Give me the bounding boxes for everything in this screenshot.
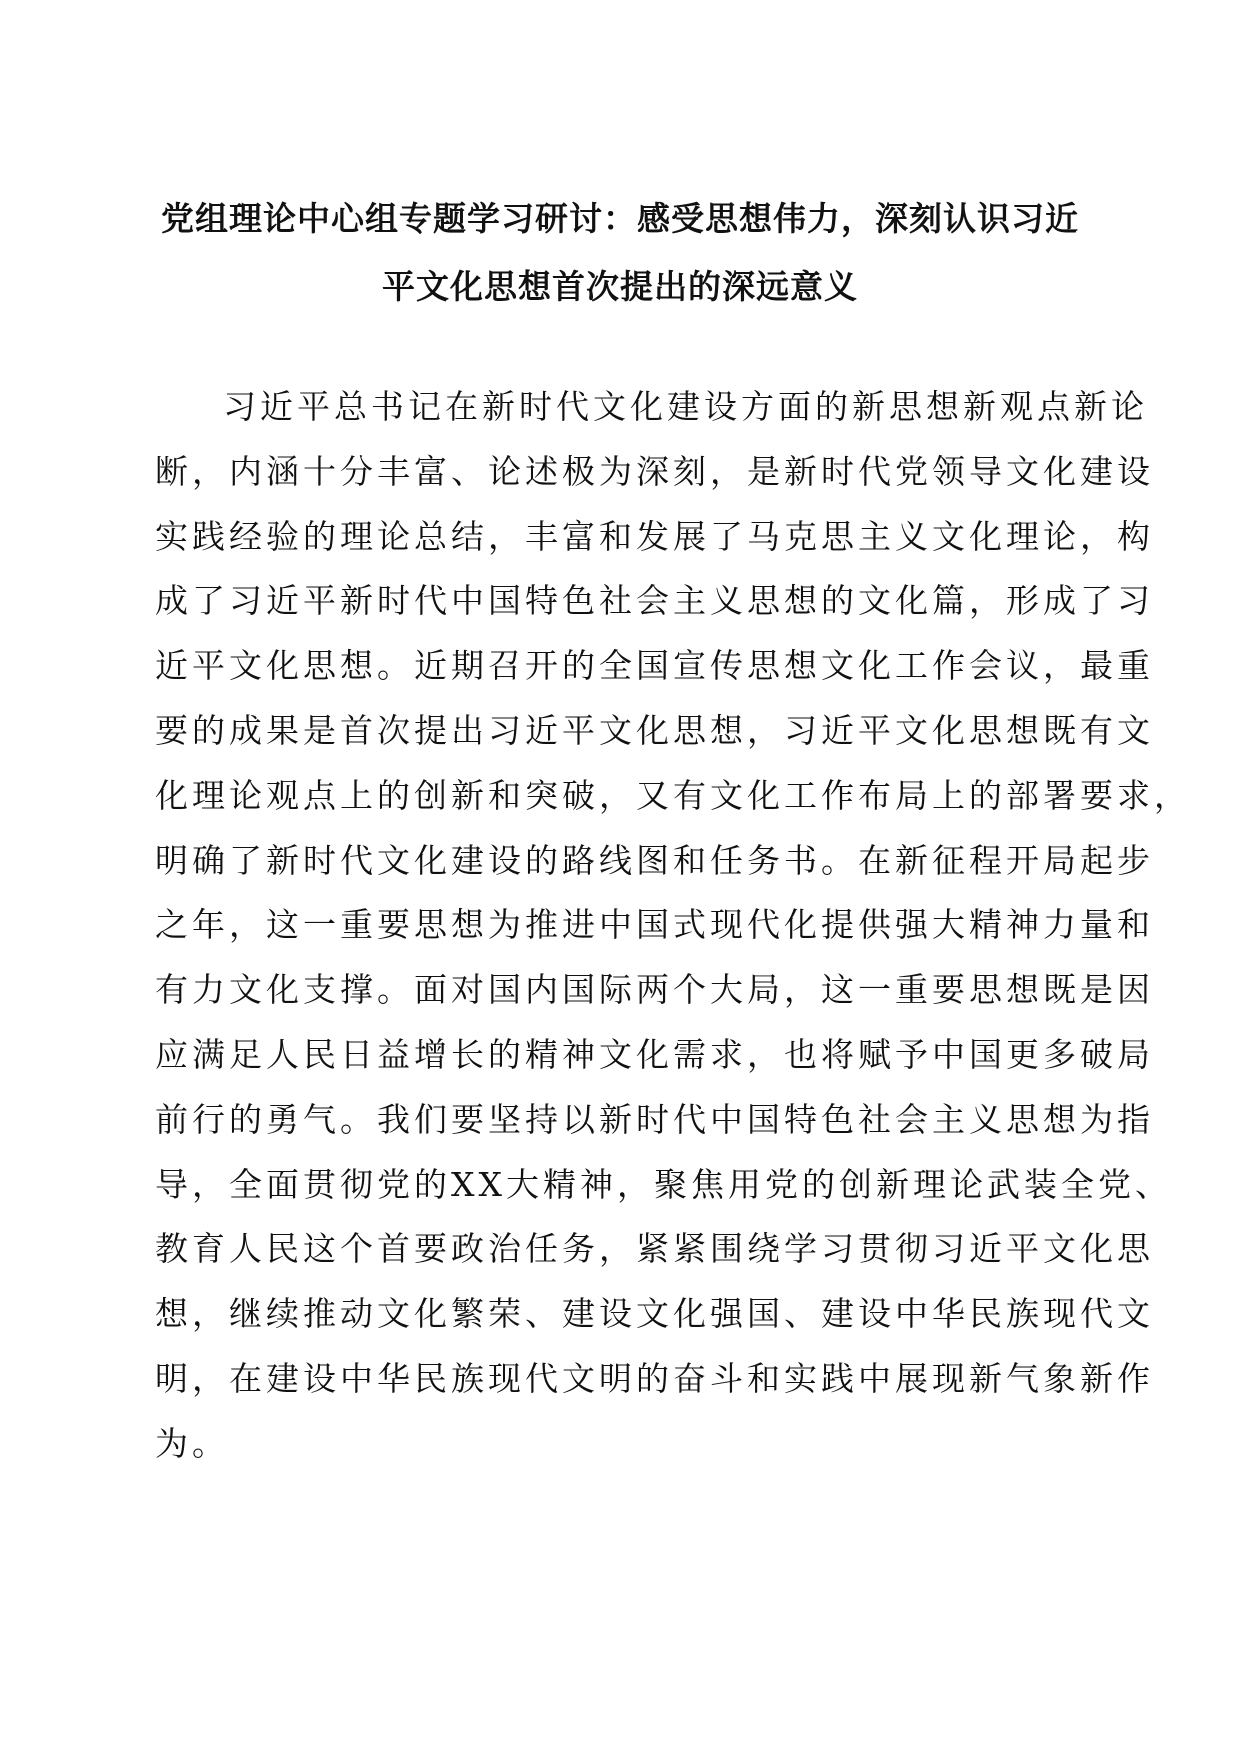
paragraph-line-17: 为。	[155, 1423, 229, 1463]
body-paragraph	[155, 375, 1191, 1477]
paragraph-line-7: 化理论观点上的创新和突破，又有文化工作布局上的部署要求，	[155, 775, 1191, 815]
paragraph-line-10: 有力文化支撑。面对国内国际两个大局，这一重要思想既是因	[155, 970, 1154, 1010]
paragraph-line-1: 习近平总书记在新时代文化建设方面的新思想新观点新论	[223, 387, 1148, 426]
paragraph-line-12: 前行的勇气。我们要坚持以新时代中国特色社会主义思想为指	[155, 1099, 1154, 1139]
paragraph-line-13: 导，全面贯彻党的XX大精神，聚焦用党的创新理论武装全党、	[155, 1164, 1172, 1204]
paragraph-line-11: 应满足人民日益增长的精神文化需求，也将赋予中国更多破局	[155, 1034, 1154, 1074]
paragraph-line-5: 近平文化思想。近期召开的全国宣传思想文化工作会议，最重	[155, 646, 1154, 686]
title-line-2: 平文化思想首次提出的深远意义	[382, 267, 858, 306]
paragraph-line-8: 明确了新时代文化建设的路线图和任务书。在新征程开局起步	[155, 840, 1154, 880]
paragraph-line-14: 教育人民这个首要政治任务，紧紧围绕学习贯彻习近平文化思	[155, 1229, 1154, 1269]
paragraph-line-9: 之年，这一重要思想为推进中国式现代化提供强大精神力量和	[155, 905, 1154, 945]
paragraph-line-6: 要的成果是首次提出习近平文化思想，习近平文化思想既有文	[155, 710, 1154, 750]
title-line-1: 党组理论中心组专题学习研讨：感受思想伟力，深刻认识习近	[161, 199, 1079, 238]
paragraph-line-2: 断，内涵十分丰富、论述极为深刻，是新时代党领导文化建设	[155, 451, 1154, 491]
paragraph-line-4: 成了习近平新时代中国特色社会主义思想的文化篇，形成了习	[155, 581, 1154, 621]
paragraph-line-15: 想，继续推动文化繁荣、建设文化强国、建设中华民族现代文	[155, 1294, 1154, 1334]
document-title	[155, 185, 1085, 321]
paragraph-line-3: 实践经验的理论总结，丰富和发展了马克思主义文化理论，构	[155, 516, 1154, 556]
paragraph-line-16: 明，在建设中华民族现代文明的奋斗和实践中展现新气象新作	[155, 1358, 1154, 1398]
